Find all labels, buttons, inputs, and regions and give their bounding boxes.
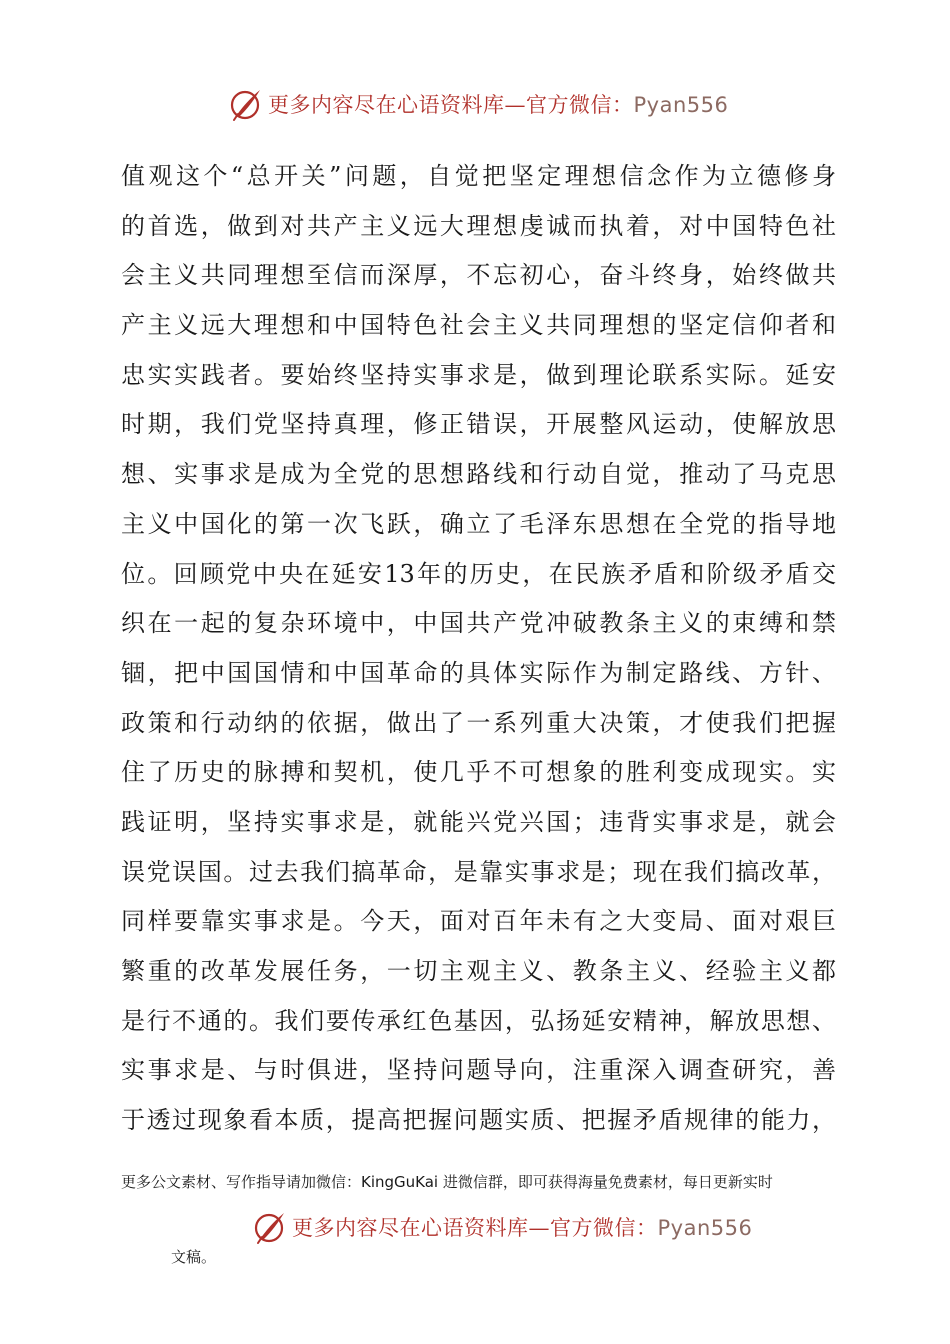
- body-line: 于透过现象看本质，提高把握问题实质、把握矛盾规律的能力，: [121, 1106, 836, 1135]
- quill-pen-circle-icon: [252, 1209, 288, 1245]
- body-line: 会主义共同理想至信而深厚，不忘初心，奋斗终身，始终做共: [121, 261, 836, 290]
- body-line: 产主义远大理想和中国特色社会主义共同理想的坚定信仰者和: [121, 311, 836, 340]
- footer-note-line: 文稿。: [171, 1248, 217, 1266]
- body-line: 想、实事求是成为全党的思想路线和行动自觉，推动了马克思: [121, 460, 836, 489]
- body-line: 践证明，坚持实事求是，就能兴党兴国；违背实事求是，就会: [121, 807, 836, 836]
- watermark-main: 更多内容尽在心语资料库: [268, 93, 505, 117]
- body-line: 同样要靠实事求是。今天，面对百年未有之大变局、面对艰巨: [121, 907, 836, 936]
- watermark-label: 官方微信：: [550, 1216, 658, 1240]
- watermark-id: Pyan556: [657, 1216, 753, 1240]
- footer-watermark: [252, 1205, 752, 1249]
- footer-note-line: 更多公文素材、写作指导请加微信：KingGuKai 进微信群，即可获得海量免费素材，每日更新实时: [121, 1173, 773, 1191]
- body-line: 锢，把中国国情和中国革命的具体实际作为制定路线、方针、: [121, 658, 836, 687]
- body-line: 值观这个“总开关”问题，自觉把坚定理想信念作为立德修身: [121, 162, 836, 190]
- body-line: 是行不通的。我们要传承红色基因，弘扬延安精神，解放思想、: [121, 1006, 836, 1035]
- body-line: 织在一起的复杂环境中，中国共产党冲破教条主义的束缚和禁: [121, 609, 836, 638]
- watermark-separator: —: [504, 93, 526, 117]
- watermark-id: Pyan556: [633, 93, 729, 117]
- header-watermark: [228, 82, 728, 126]
- document-body: [121, 152, 836, 1146]
- body-line: 时期，我们党坚持真理，修正错误，开展整风运动，使解放思: [121, 410, 836, 439]
- body-line: 实事求是、与时俱进，坚持问题导向，注重深入调查研究，善: [121, 1056, 836, 1085]
- body-line: 住了历史的脉搏和契机，使几乎不可想象的胜利变成现实。实: [121, 758, 836, 787]
- body-line: 的首选，做到对共产主义远大理想虔诚而执着，对中国特色社: [121, 211, 836, 240]
- watermark-text: [268, 89, 728, 119]
- body-line: 误党误国。过去我们搞革命，是靠实事求是；现在我们搞改革，: [121, 857, 836, 886]
- body-line: 政策和行动纳的依据，做出了一系列重大决策，才使我们把握: [121, 708, 836, 737]
- watermark-separator: —: [528, 1216, 550, 1240]
- watermark-text: [292, 1212, 752, 1242]
- quill-pen-circle-icon: [228, 86, 264, 122]
- body-line: 忠实实践者。要始终坚持实事求是，做到理论联系实际。延安: [121, 360, 836, 389]
- body-line: 主义中国化的第一次飞跃，确立了毛泽东思想在全党的指导地: [121, 509, 836, 538]
- watermark-label: 官方微信：: [526, 93, 634, 117]
- watermark-main: 更多内容尽在心语资料库: [292, 1216, 529, 1240]
- body-line: 繁重的改革发展任务，一切主观主义、教条主义、经验主义都: [121, 957, 836, 985]
- body-line: 位。回顾党中央在延安13年的历史，在民族矛盾和阶级矛盾交: [121, 559, 836, 588]
